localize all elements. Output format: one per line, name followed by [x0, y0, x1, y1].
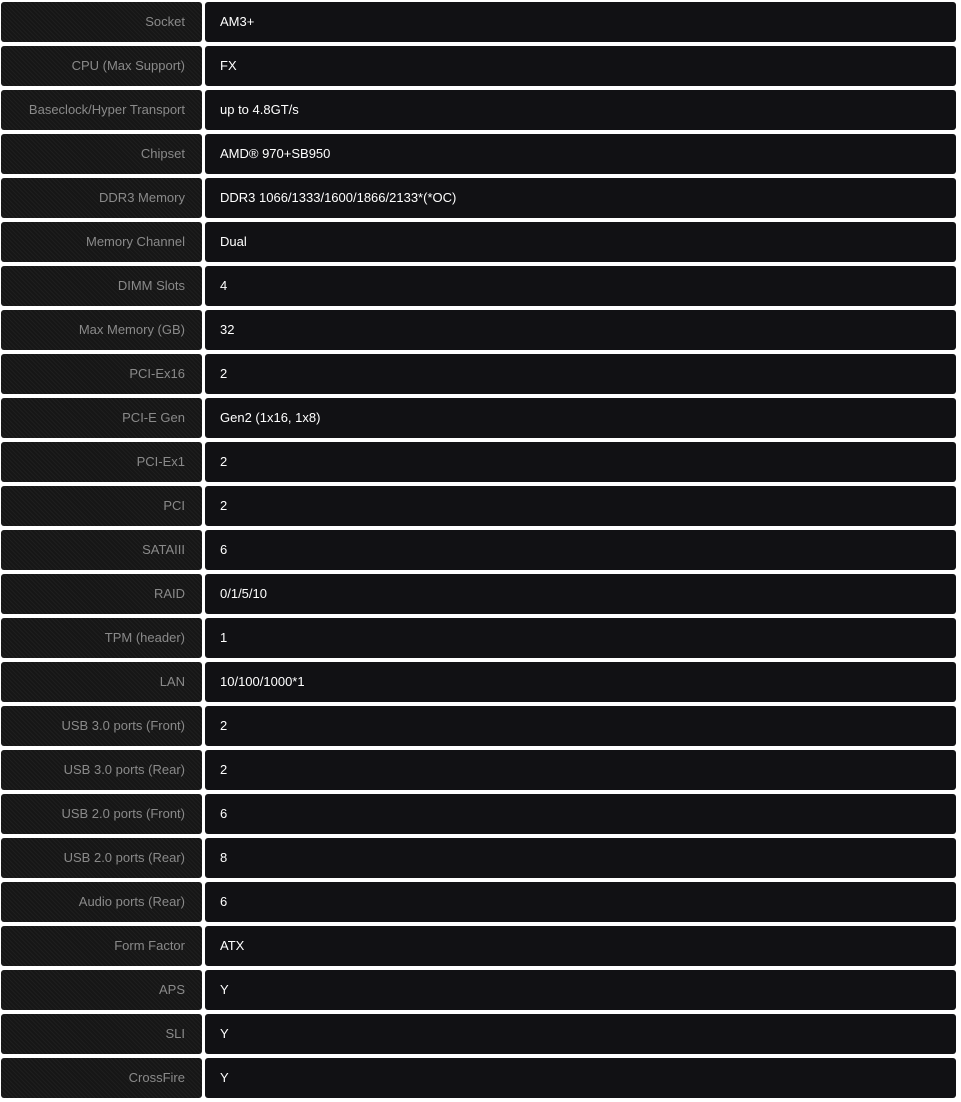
- spec-label: DIMM Slots: [1, 266, 202, 306]
- spec-label: Memory Channel: [1, 222, 202, 262]
- spec-value: Y: [205, 1014, 956, 1054]
- spec-row: [1, 486, 956, 526]
- spec-value: Dual: [205, 222, 956, 262]
- spec-label: APS: [1, 970, 202, 1010]
- spec-row: [1, 574, 956, 614]
- spec-row: [1, 354, 956, 394]
- spec-label: PCI-Ex16: [1, 354, 202, 394]
- spec-row: [1, 530, 956, 570]
- spec-label: LAN: [1, 662, 202, 702]
- spec-row: [1, 134, 956, 174]
- spec-value: 1: [205, 618, 956, 658]
- spec-label: CPU (Max Support): [1, 46, 202, 86]
- spec-value: up to 4.8GT/s: [205, 90, 956, 130]
- spec-value: 2: [205, 442, 956, 482]
- spec-value: FX: [205, 46, 956, 86]
- spec-label: USB 2.0 ports (Rear): [1, 838, 202, 878]
- spec-row: [1, 266, 956, 306]
- spec-label: TPM (header): [1, 618, 202, 658]
- spec-row: [1, 178, 956, 218]
- spec-value: 6: [205, 794, 956, 834]
- spec-row: [1, 1014, 956, 1054]
- spec-row: [1, 794, 956, 834]
- spec-label: Max Memory (GB): [1, 310, 202, 350]
- spec-row: [1, 618, 956, 658]
- spec-label: USB 3.0 ports (Rear): [1, 750, 202, 790]
- spec-label: CrossFire: [1, 1058, 202, 1098]
- spec-label: SATAIII: [1, 530, 202, 570]
- spec-row: [1, 750, 956, 790]
- spec-value: 4: [205, 266, 956, 306]
- spec-label: Chipset: [1, 134, 202, 174]
- spec-value: 6: [205, 530, 956, 570]
- spec-row: [1, 926, 956, 966]
- spec-table-body: [1, 2, 956, 1098]
- spec-value: 6: [205, 882, 956, 922]
- spec-label: PCI-E Gen: [1, 398, 202, 438]
- spec-value: AM3+: [205, 2, 956, 42]
- spec-row: [1, 706, 956, 746]
- spec-label: USB 2.0 ports (Front): [1, 794, 202, 834]
- spec-row: [1, 882, 956, 922]
- spec-row: [1, 2, 956, 42]
- spec-value: ATX: [205, 926, 956, 966]
- spec-value: 8: [205, 838, 956, 878]
- spec-value: 2: [205, 750, 956, 790]
- spec-row: [1, 838, 956, 878]
- spec-label: DDR3 Memory: [1, 178, 202, 218]
- spec-row: [1, 398, 956, 438]
- spec-label: PCI-Ex1: [1, 442, 202, 482]
- spec-row: [1, 970, 956, 1010]
- spec-value: 10/100/1000*1: [205, 662, 956, 702]
- spec-label: Baseclock/Hyper Transport: [1, 90, 202, 130]
- spec-label: Form Factor: [1, 926, 202, 966]
- spec-value: 0/1/5/10: [205, 574, 956, 614]
- spec-value: AMD® 970+SB950: [205, 134, 956, 174]
- spec-value: DDR3 1066/1333/1600/1866/2133*(*OC): [205, 178, 956, 218]
- spec-row: [1, 662, 956, 702]
- spec-label: SLI: [1, 1014, 202, 1054]
- spec-label: RAID: [1, 574, 202, 614]
- spec-label: PCI: [1, 486, 202, 526]
- spec-value: 2: [205, 354, 956, 394]
- spec-row: [1, 46, 956, 86]
- spec-row: [1, 222, 956, 262]
- spec-value: Gen2 (1x16, 1x8): [205, 398, 956, 438]
- spec-value: 2: [205, 706, 956, 746]
- spec-label: USB 3.0 ports (Front): [1, 706, 202, 746]
- spec-row: [1, 442, 956, 482]
- spec-value: Y: [205, 970, 956, 1010]
- spec-value: 32: [205, 310, 956, 350]
- spec-row: [1, 310, 956, 350]
- spec-row: [1, 1058, 956, 1098]
- spec-value: 2: [205, 486, 956, 526]
- spec-value: Y: [205, 1058, 956, 1098]
- spec-label: Socket: [1, 2, 202, 42]
- spec-label: Audio ports (Rear): [1, 882, 202, 922]
- spec-row: [1, 90, 956, 130]
